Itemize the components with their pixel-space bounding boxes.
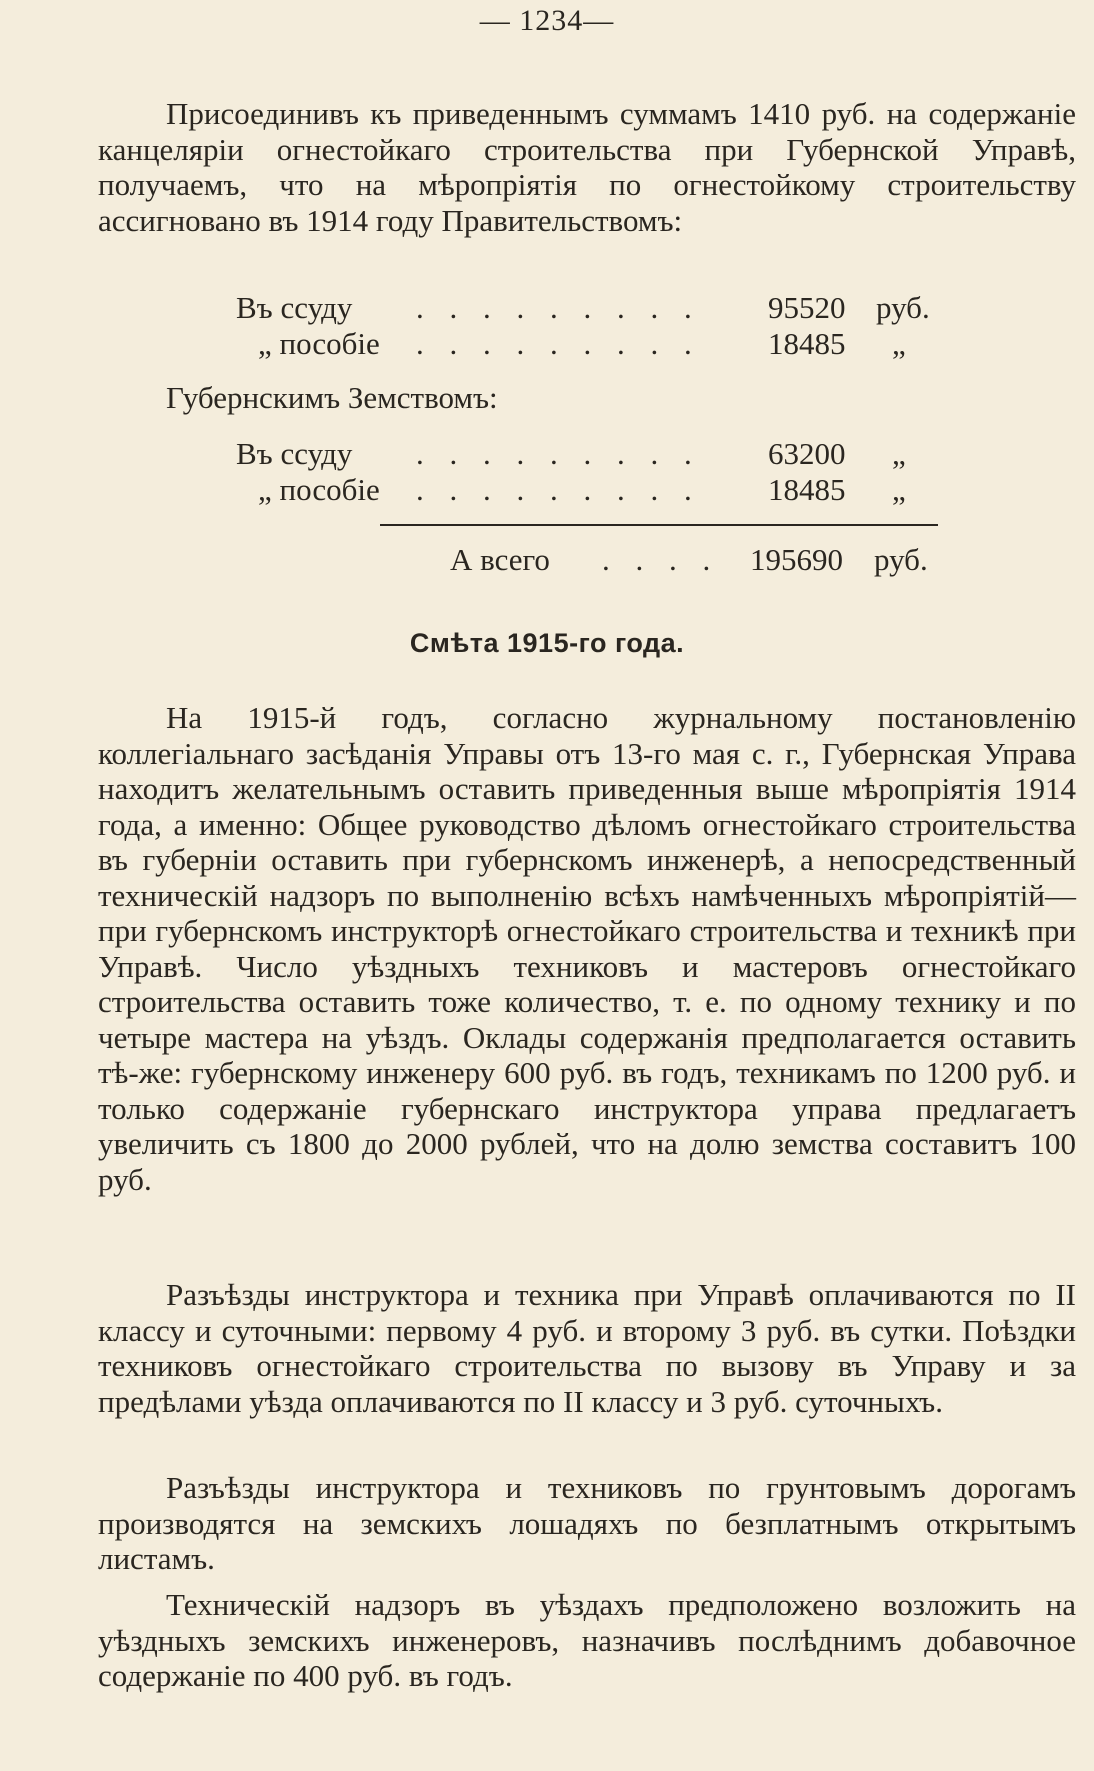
paragraph-budget-1915: На 1915-й годъ, согласно журнальному постановленію коллегіальнаго засѣданія Управы отъ 13-го мая с. г., Губернская Управа находитъ желательнымъ оставить приведенныя выше мѣропріятія 1914 года, а именно: Общее руководство дѣломъ огнестойкаго строительства въ губерніи оставить при губернскомъ инженерѣ, а непосредственный техническій надзоръ по выполненію всѣхъ намѣченныхъ мѣропріятій—при губернскомъ инструкторѣ огнестойкаго строительства и техникѣ при Управѣ. Число уѣздныхъ техниковъ и мастеровъ огнестойкаго строительства оставить тоже количество, т. е. по одному технику и по четыре мастера на уѣздъ. Оклады содержанія предполагается оставить тѣ-же: губернскому инженеру 600 руб. въ годъ, техникамъ по 1200 руб. и только содержаніе губернскаго инструктора управа предлагаетъ увеличить съ 1800 до 2000 рублей, что на долю земства составитъ 100 руб. [98, 700, 1076, 1197]
total-rule [380, 524, 938, 526]
total-label: А всего [450, 542, 550, 577]
paragraph-dirt-roads: Разъѣзды инструктора и техниковъ по грунтовымъ дорогамъ производятся на земскихъ лошадяхъ по безплатнымъ открытымъ листамъ. [98, 1470, 1076, 1576]
total-amount: 195690 [750, 542, 843, 577]
paragraph-travel-costs: Разъѣзды инструктора и техника при Управѣ оплачиваются по II классу и суточными: первому 4 руб. и второму 3 руб. въ сутки. Поѣздки техниковъ огнестойкаго строительства по вызову въ Управу и за предѣлами уѣзда оплачиваются по II классу и 3 руб. суточныхъ. [98, 1277, 1076, 1419]
page-number: — 1234— [479, 4, 615, 37]
leader-dots: . . . . . . . . . [416, 326, 701, 361]
leader-dots: . . . . . . . . . [416, 472, 701, 507]
leader-dots: . . . . [602, 542, 720, 577]
leader-dots: . . . . . . . . . [416, 290, 701, 325]
government-loan-label: Въ ссуду [236, 290, 353, 325]
zemstvo-loan-unit: „ [892, 436, 906, 471]
government-grant-unit: „ [892, 326, 906, 361]
zemstvo-grant-label: „ пособіе [258, 472, 380, 507]
government-loan-unit: руб. [876, 290, 930, 325]
zemstvo-grant-amount: 18485 [768, 472, 846, 507]
zemstvo-loan-label: Въ ссуду [236, 436, 353, 471]
total-unit: руб. [874, 542, 928, 577]
section-heading: Смѣта 1915-го года. [409, 628, 685, 658]
paragraph-technical-supervision: Техническій надзоръ въ уѣздахъ предположено возложить на уѣздныхъ земскихъ инженеровъ, назначивъ послѣднимъ добавочное содержаніе по 400 руб. въ годъ. [98, 1587, 1076, 1693]
government-grant-amount: 18485 [768, 326, 846, 361]
zemstvo-grant-unit: „ [892, 472, 906, 507]
leader-dots: . . . . . . . . . [416, 436, 701, 471]
zemstvo-heading: Губернскимъ Земствомъ: [166, 380, 498, 415]
government-loan-amount: 95520 [768, 290, 846, 325]
intro-paragraph: Присоединивъ къ приведеннымъ суммамъ 1410 руб. на содержаніе канцеляріи огнестойкаго строительства при Губернской Управѣ, получаемъ, что на мѣропріятія по огнестойкому строительству ассигновано въ 1914 году Правительствомъ: [98, 96, 1076, 238]
government-grant-label: „ пособіе [258, 326, 380, 361]
zemstvo-loan-amount: 63200 [768, 436, 846, 471]
